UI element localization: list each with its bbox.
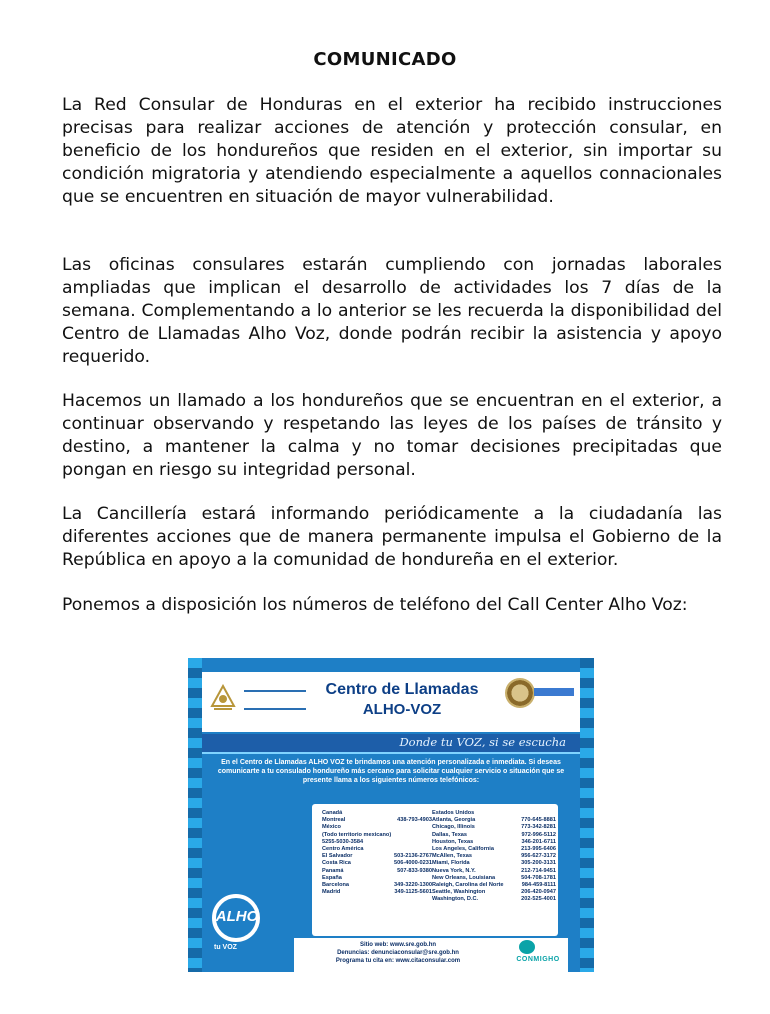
phone-entry <box>432 875 556 882</box>
phone-entry <box>322 824 432 831</box>
phone-entry-number: 305-200-3131 <box>521 860 556 867</box>
ministry-logo-icon <box>244 690 306 710</box>
phone-entry-number: 504-708-1781 <box>521 874 556 881</box>
phone-entry-label: Washington, D.C. <box>432 896 479 903</box>
phone-entry-label: New Orleans, Louisiana <box>432 874 496 881</box>
phone-entry <box>432 868 556 875</box>
honduras-crest-icon <box>210 684 236 712</box>
phone-entry <box>322 860 432 867</box>
flyer-frame-left <box>188 658 202 972</box>
phone-entry-label: Houston, Texas <box>432 838 474 845</box>
phone-entry-label: Dallas, Texas <box>432 831 468 838</box>
phone-entry-label: Chicago, Illinois <box>432 824 475 831</box>
phone-entry <box>432 846 556 853</box>
alho-voz-flyer <box>188 658 594 972</box>
phone-entry <box>432 853 556 860</box>
phone-entry-label: España <box>322 874 342 881</box>
footer-complaints: Denuncias: denunciaconsular@sre.gob.hn <box>337 950 459 956</box>
phone-entry-number: 984-459-8111 <box>521 882 556 889</box>
phone-list-left <box>322 810 432 896</box>
phone-entry-number: 506-4000-0231 <box>394 860 432 867</box>
phone-entry-number: 972-996-5112 <box>521 831 556 838</box>
phone-entry-number: 212-714-9451 <box>521 867 556 874</box>
phone-entry-label: México <box>322 824 341 831</box>
phone-entry-number: 438-793-4903 <box>397 817 432 824</box>
phone-entry <box>432 824 556 831</box>
phone-entry <box>432 889 556 896</box>
phone-entry-number: 503-2136-2767 <box>394 853 432 860</box>
phone-entry-label: Centro América <box>322 846 364 853</box>
consular-badge-icon <box>534 688 574 696</box>
phone-entry <box>432 832 556 839</box>
phone-entry-label: Panamá <box>322 867 344 874</box>
phone-entry-label: Canadá <box>322 810 343 816</box>
phone-entry-label: Estados Unidos <box>432 810 475 816</box>
phone-entry-label: Los Angeles, California <box>432 846 494 853</box>
phone-entry-number: 773-342-8281 <box>521 824 556 831</box>
flyer-banner <box>202 672 580 732</box>
alho-logo-sub: tu VOZ <box>214 944 237 951</box>
phone-entry-number: 349-1125-5601 <box>394 889 432 896</box>
conmigho-logo-icon <box>519 940 535 954</box>
phone-entry-label: Atlanta, Georgia <box>432 817 476 824</box>
phone-entry <box>322 868 432 875</box>
phone-entry-number: 349-3220-1300 <box>394 882 432 889</box>
consular-seal-icon <box>505 678 535 708</box>
footer-website: Sitio web: www.sre.gob.hn <box>359 942 437 948</box>
phone-entry-label: Madrid <box>322 889 341 896</box>
phone-entry-number: 346-201-6711 <box>521 838 556 845</box>
phone-entry <box>322 839 432 846</box>
flyer-frame-right <box>580 658 594 972</box>
phone-entry-label: Seattle, Washington <box>432 889 486 896</box>
phone-entry-label: Miami, Florida <box>432 860 470 867</box>
phone-list-right <box>432 810 556 904</box>
paragraph-5: Ponemos a disposición los números de teléfono del Call Center Alho Voz: <box>62 595 688 615</box>
flyer-slogan: Donde tu VOZ, si se escucha <box>399 735 566 749</box>
paragraph-1: La Red Consular de Honduras en el exterior ha recibido instrucciones precisas para realizar acciones de atención y protección consular, en beneficio de los hondureños que residen en el exterior, sin importar su condición migratoria y atendiendo especialmente a aquellos connacionales que se encuentren en situación de mayor vulnerabilidad. <box>62 95 722 207</box>
phone-entry <box>322 832 432 839</box>
phone-list-box <box>312 804 558 936</box>
phone-entry-label: El Salvador <box>322 853 353 860</box>
phone-entry <box>322 853 432 860</box>
phone-entry-number: 202-525-4001 <box>521 896 556 903</box>
phone-entry <box>322 817 432 824</box>
phone-entry-label: Costa Rica <box>322 860 351 867</box>
phone-entry <box>322 810 432 817</box>
phone-entry <box>432 882 556 889</box>
phone-entry <box>432 860 556 867</box>
slogan-bar <box>202 734 580 754</box>
paragraph-2: Las oficinas consulares estarán cumpliendo con jornadas laborales ampliadas que implican el desarrollo de actividades los 7 días de la semana. Complementando a lo anterior se les recuerda la disponibilidad del Centro de Llamadas Alho Voz, donde podrán recibir la asistencia y apoyo requerido. <box>62 255 722 367</box>
phone-entry-label: Barcelona <box>322 882 350 889</box>
phone-entry <box>322 846 432 853</box>
phone-entry-number: 213-995-6406 <box>521 846 556 853</box>
phone-entry-label: Raleigh, Carolina del Norte <box>432 882 504 889</box>
phone-entry <box>432 896 556 903</box>
conmigho-logo-text: CONMIGHO <box>516 956 560 963</box>
phone-entry <box>322 882 432 889</box>
paragraph-3: Hacemos un llamado a los hondureños que se encuentran en el exterior, a continuar observando y respetando las leyes de los países de tránsito y destino, a mantener la calma y no tomar decisiones precipitadas que pongan en riesgo su integridad personal. <box>62 391 722 480</box>
phone-entry-label: (Todo territorio mexicano) <box>322 831 392 838</box>
phone-entry-number: 956-627-3172 <box>521 853 556 860</box>
paragraph-4: La Cancillería estará informando periódicamente a la ciudadanía las diferentes acciones que de manera permanente impulsa el Gobierno de la República en apoyo a la comunidad de hondureña en el exterior. <box>62 504 722 570</box>
phone-entry-label: McAllen, Texas <box>432 853 472 860</box>
phone-entry <box>432 810 556 817</box>
footer-appointments: Programa tu cita en: www.citaconsular.com <box>335 958 461 964</box>
alho-logo-text: ALHO <box>215 908 259 925</box>
phone-entry <box>322 889 432 896</box>
phone-entry <box>322 875 432 882</box>
phone-entry-label: 5255-5030-3584 <box>322 838 364 845</box>
phone-entry-number: 507-833-9380 <box>397 867 432 874</box>
flyer-subtitle: ALHO-VOZ <box>362 701 442 718</box>
phone-entry-number <box>552 810 556 817</box>
flyer-title: Centro de Llamadas <box>325 681 479 698</box>
phone-entry <box>432 817 556 824</box>
phone-entry-number: 206-420-0947 <box>521 889 556 896</box>
phone-entry <box>432 839 556 846</box>
alho-voz-logo <box>208 894 266 960</box>
phone-entry-label: Montreal <box>322 817 346 824</box>
phone-entry-number: 770-645-8881 <box>521 817 556 824</box>
document-title: COMUNICADO <box>313 49 457 70</box>
flyer-footer <box>278 941 518 965</box>
flyer-intro: En el Centro de Llamadas ALHO VOZ te brindamos una atención personalizada e inmediata. Si deseas comunicarte a tu consulado hondureño más cercano para solicitar cualquier servicio o situación que se presente llama a los siguientes números telefónicos: <box>217 759 565 784</box>
phone-entry-label: Nueva York, N.Y. <box>432 867 476 874</box>
